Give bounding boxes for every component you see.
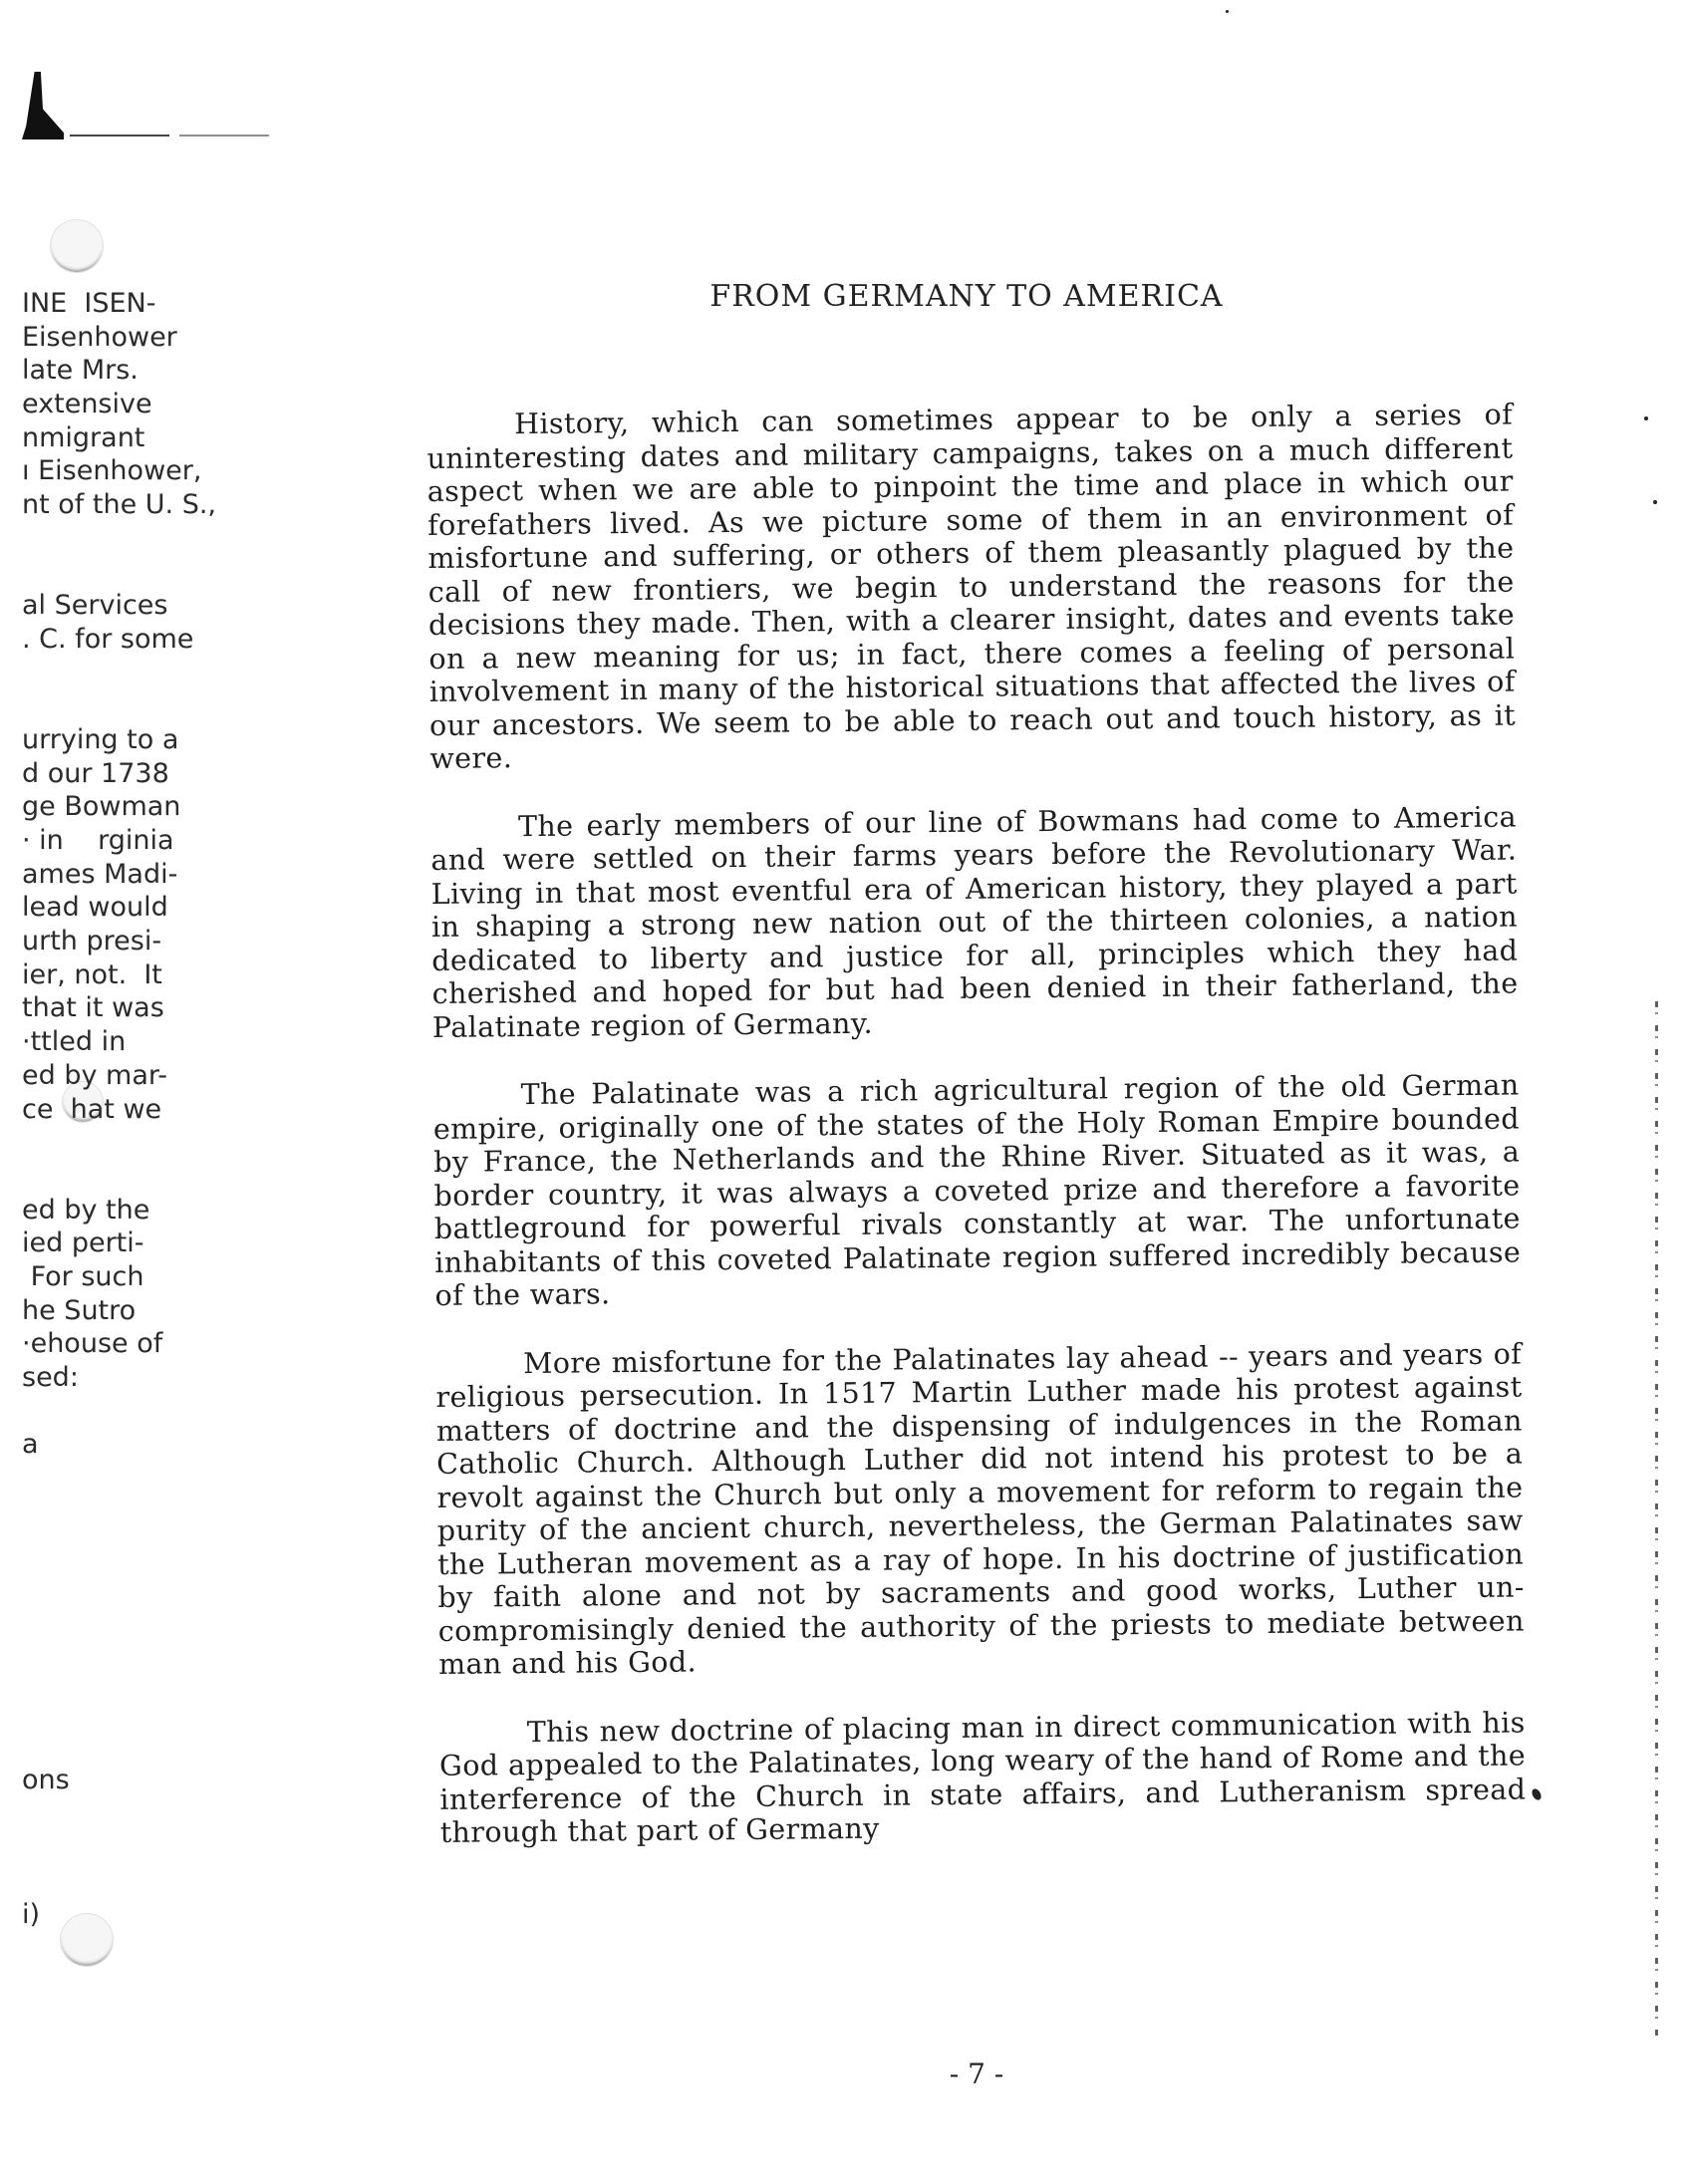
body-text [426, 399, 1527, 1885]
margin-fragment: ed by mar- [22, 1059, 167, 1091]
margin-fragment: ı Eisenhower, [22, 455, 202, 487]
paragraph: The Palatinate was a rich agricultural region of the old German empire, originally one of the states of the Holy Roman Empire bounded by France, the Netherlands and the Rhine River. Situated as it was, a border country, it was always a coveted prize and therefore a favorite battleground for powerful rivals constantly at war. The unfortunate inhabitants of this coveted Palatinate region suffered incredibly because of the wars. [432, 1068, 1522, 1312]
margin-fragment: . C. for some [22, 623, 194, 655]
margin-fragment: d our 1738 [22, 757, 169, 789]
scan-speck [1653, 500, 1657, 504]
margin-fragment: ce hat we [22, 1093, 162, 1125]
margin-fragment: late Mrs. [22, 355, 139, 387]
cut-off-margin-column [22, 287, 271, 1932]
paragraph: More misfortune for the Palatinates lay ahead -- years and years of religious persecution. In 1517 Martin Luther made his protest against matters of doctrine and the dispensing of indulgences in the Roman Catholic Church. Although Luther did not intend his protest to be a revolt against the Church but only a movement for reform to regain the purity of the ancient church, nevertheless, the German Palatinates saw the Lutheran movement as a ray of hope. In his doctrine of justification by faith alone and not by sacraments and good works, Luther uncompromisingly denied the authority of the priests to mediate between man and his God. [435, 1336, 1525, 1681]
margin-fragment: ·ttled in [22, 1026, 127, 1058]
margin-fragment: For such [22, 1260, 144, 1292]
margin-fragment: ames Madi- [22, 858, 178, 890]
margin-fragment: ge Bowman [22, 791, 181, 823]
margin-fragment [22, 1562, 271, 1596]
margin-fragment [22, 1797, 271, 1831]
margin-fragment [22, 1126, 271, 1160]
margin-fragment [22, 522, 271, 556]
margin-fragment: nmigrant [22, 421, 145, 453]
paragraph: The early members of our line of Bowmans had come to America and were settled on their farms years before the Revolutionary War. Living in that most eventful era of American history, they played a part in shaping a strong new nation out of the thirteen colonies, a nation dedicated to liberty and justice for all, principles which they had cherished and hoped for but had been denied in their fatherland, the Palatinate region of Germany. [430, 800, 1519, 1044]
margin-fragment: nt of the U. S., [22, 489, 217, 521]
paragraph: This new doctrine of placing man in direct communication with his God appealed to the Palatinates, long weary of the hand of Rome and the interference of the Church in state affairs, and Lutheranism spread through that part of Germany [438, 1705, 1527, 1849]
margin-fragment: that it was [22, 992, 164, 1024]
margin-fragment: ed by the [22, 1194, 150, 1226]
margin-fragment: ier, not. It [22, 958, 162, 990]
margin-fragment [22, 1731, 271, 1765]
binder-hole-top [50, 219, 104, 273]
margin-fragment: urrying to a [22, 723, 179, 755]
margin-fragment [22, 1596, 271, 1630]
margin-fragment: ons [22, 1765, 70, 1796]
margin-fragment: lead would [22, 892, 168, 924]
margin-fragment [22, 1395, 271, 1429]
scan-corner-line [70, 135, 169, 136]
margin-fragment: he Sutro [22, 1294, 137, 1326]
margin-fragment: · in rginia [22, 825, 174, 856]
scan-corner-line [179, 135, 269, 136]
margin-fragment: Eisenhower [22, 321, 177, 353]
page-number: - 7 - [949, 2057, 1004, 2090]
scan-speck [1226, 10, 1229, 13]
margin-fragment: extensive [22, 389, 152, 420]
scan-speck [1531, 1787, 1544, 1801]
page-title: FROM GERMANY TO AMERICA [709, 279, 1224, 314]
scan-corner-mark [22, 72, 64, 139]
margin-fragment [22, 1697, 271, 1731]
margin-fragment: INE ISEN- [22, 288, 156, 319]
margin-fragment [22, 1462, 271, 1496]
margin-fragment [22, 1528, 271, 1562]
margin-fragment [22, 556, 271, 590]
margin-fragment [22, 1496, 271, 1529]
scan-right-edge [1655, 1001, 1658, 2038]
margin-fragment [22, 689, 271, 723]
margin-fragment: ied perti- [22, 1228, 144, 1259]
margin-fragment: al Services [22, 590, 168, 622]
margin-fragment [22, 1831, 271, 1865]
paragraph: History, which can sometimes appear to be only a series of uninteresting dates and military campaigns, takes on a much different aspect when we are able to pinpoint the time and place in which our forefathers lived. As we picture some of them in an environment of misfortune and suffering, or others of them pleasantly plagued by the call of new frontiers, we begin to understand the reasons for the decisions they made. Then, with a clearer insight, dates and events take on a new meaning for us; in fact, there comes a feeling of personal involvement in many of the historical situations that affected the lives of our ancestors. We seem to be able to reach out and touch history, as it were. [426, 398, 1517, 775]
margin-fragment: urth presi- [22, 926, 162, 957]
margin-fragment [22, 1663, 271, 1697]
margin-fragment [22, 1160, 271, 1194]
margin-fragment [22, 1630, 271, 1664]
margin-fragment [22, 1864, 271, 1898]
scan-speck [1644, 416, 1648, 420]
margin-fragment: a [22, 1429, 39, 1461]
margin-fragment: ·ehouse of [22, 1328, 163, 1360]
margin-fragment: i) [22, 1899, 41, 1930]
margin-fragment [22, 657, 271, 690]
margin-fragment: sed: [22, 1362, 79, 1393]
